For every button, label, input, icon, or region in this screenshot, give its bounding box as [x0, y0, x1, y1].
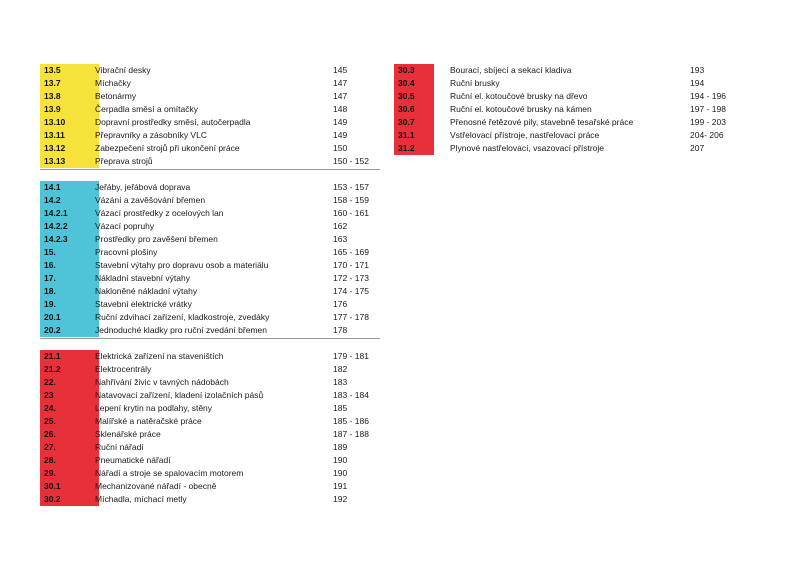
section-code: 14.2.1 [40, 207, 99, 220]
section-code: 24. [40, 402, 99, 415]
section-title: Přeprava strojů [95, 156, 153, 166]
section-code: 13.8 [40, 90, 99, 103]
section-code: 16. [40, 259, 99, 272]
section-code: 25. [40, 415, 99, 428]
page-number: 193 [690, 65, 705, 75]
page-number: 199 - 203 [690, 117, 726, 127]
section-code: 30.6 [394, 103, 434, 116]
section-code: 29. [40, 467, 99, 480]
page-number: 163 [333, 234, 348, 244]
group-divider [40, 169, 380, 170]
page-number: 192 [333, 494, 348, 504]
section-title: Míchadla, míchací metly [95, 494, 187, 504]
section-code: 13.9 [40, 103, 99, 116]
section-code: 13.12 [40, 142, 99, 155]
page-number: 162 [333, 221, 348, 231]
page-number: 174 - 175 [333, 286, 369, 296]
section-title: Stavební výtahy pro dopravu osob a materiálu [95, 260, 269, 270]
section-code: 23 [40, 389, 99, 402]
section-title: Ruční el. kotoučové brusky na kámen [450, 104, 592, 114]
page-number: 179 - 181 [333, 351, 369, 361]
section-code: 30.7 [394, 116, 434, 129]
section-code: 14.2 [40, 194, 99, 207]
page-number: 182 [333, 364, 348, 374]
section-code: 31.2 [394, 142, 434, 155]
section-code: 27. [40, 441, 99, 454]
section-title: Jeřáby, jeřábová doprava [95, 182, 191, 192]
page-number: 194 [690, 78, 705, 88]
section-code: 13.11 [40, 129, 99, 142]
page-number: 148 [333, 104, 348, 114]
section-title: Vibrační desky [95, 65, 151, 75]
page-number: 178 [333, 325, 348, 335]
section-code: 14.2.2 [40, 220, 99, 233]
section-code: 15. [40, 246, 99, 259]
section-title: Zabezpečení strojů při ukončení práce [95, 143, 240, 153]
page-number: 176 [333, 299, 348, 309]
page-number: 150 - 152 [333, 156, 369, 166]
page-number: 172 - 173 [333, 273, 369, 283]
section-code: 31.1 [394, 129, 434, 142]
section-title: Vázací prostředky z ocelových lan [95, 208, 224, 218]
page-number: 194 - 196 [690, 91, 726, 101]
page-number: 145 [333, 65, 348, 75]
section-title: Ruční el. kotoučové brusky na dřevo [450, 91, 588, 101]
page-number: 153 - 157 [333, 182, 369, 192]
section-title: Stavební elektrické vrátky [95, 299, 192, 309]
section-title: Ruční nářadí [95, 442, 144, 452]
section-title: Natavovací zařízení, kladení izolačních pásů [95, 390, 264, 400]
section-title: Sklenářské práce [95, 429, 161, 439]
page-number: 149 [333, 130, 348, 140]
section-code: 18. [40, 285, 99, 298]
section-title: Ruční zdvihací zařízení, kladkostroje, zvedáky [95, 312, 270, 322]
section-code: 21.2 [40, 363, 99, 376]
section-code: 22. [40, 376, 99, 389]
section-code: 13.10 [40, 116, 99, 129]
section-title: Nářadí a stroje se spalovacím motorem [95, 468, 244, 478]
section-code: 14.2.3 [40, 233, 99, 246]
section-title: Vázací popruhy [95, 221, 155, 231]
section-title: Elektrická zařízení na staveništích [95, 351, 224, 361]
section-title: Míchačky [95, 78, 131, 88]
page-number: 147 [333, 78, 348, 88]
page-number: 187 - 188 [333, 429, 369, 439]
section-title: Mechanizované nářadí - obecně [95, 481, 217, 491]
section-title: Přenosné řetězové pily, stavebně tesařské práce [450, 117, 634, 127]
section-title: Ruční brusky [450, 78, 500, 88]
page-number: 207 [690, 143, 705, 153]
section-title: Pneumatické nářadí [95, 455, 171, 465]
section-title: Vázání a zavěšování břemen [95, 195, 206, 205]
section-title: Betonármy [95, 91, 137, 101]
page-number: 189 [333, 442, 348, 452]
section-code: 30.4 [394, 77, 434, 90]
section-title: Elektrocentrály [95, 364, 152, 374]
page-number: 170 - 171 [333, 260, 369, 270]
page-number: 191 [333, 481, 348, 491]
section-title: Vstřelovací přístroje, nastřelovací práce [450, 130, 600, 140]
section-code: 20.1 [40, 311, 99, 324]
section-title: Lepení krytin na podlahy, stěny [95, 403, 213, 413]
page-number: 204- 206 [690, 130, 724, 140]
section-code: 21.1 [40, 350, 99, 363]
section-code: 20.2 [40, 324, 99, 337]
page-number: 183 [333, 377, 348, 387]
section-code: 30.3 [394, 64, 434, 77]
section-code: 30.1 [40, 480, 99, 493]
section-title: Plynové nastřelovací, vsazovací přístroje [450, 143, 605, 153]
section-code: 13.13 [40, 155, 99, 168]
page-number: 183 - 184 [333, 390, 369, 400]
page-number: 147 [333, 91, 348, 101]
page-number: 177 - 178 [333, 312, 369, 322]
page-number: 185 [333, 403, 348, 413]
section-code: 19. [40, 298, 99, 311]
section-title: Nahřívání živic v tavných nádobách [95, 377, 229, 387]
page-number: 165 - 169 [333, 247, 369, 257]
section-code: 30.2 [40, 493, 99, 506]
section-title: Přepravníky a zásobníky VLC [95, 130, 207, 140]
section-title: Dopravní prostředky směsí, autočerpadla [95, 117, 251, 127]
section-code: 14.1 [40, 181, 99, 194]
section-code: 28. [40, 454, 99, 467]
page-number: 190 [333, 455, 348, 465]
section-title: Jednoduché kladky pro ruční zvedání břemen [95, 325, 267, 335]
section-code: 17. [40, 272, 99, 285]
section-code: 30.5 [394, 90, 434, 103]
section-code: 13.7 [40, 77, 99, 90]
section-title: Čerpadla směsí a omítačky [95, 104, 198, 114]
page-number: 197 - 198 [690, 104, 726, 114]
section-title: Prostředky pro zavěšení břemen [95, 234, 218, 244]
page-number: 158 - 159 [333, 195, 369, 205]
section-title: Nákladní stavební výtahy [95, 273, 190, 283]
section-title: Bourací, sbíjecí a sekací kladiva [450, 65, 572, 75]
section-code: 13.5 [40, 64, 99, 77]
section-title: Malířské a natěračské práce [95, 416, 202, 426]
page-number: 160 - 161 [333, 208, 369, 218]
page-number: 185 - 186 [333, 416, 369, 426]
section-title: Pracovní plošiny [95, 247, 158, 257]
page-number: 149 [333, 117, 348, 127]
section-code: 26. [40, 428, 99, 441]
section-title: Nakloněné nákladní výtahy [95, 286, 198, 296]
page-number: 190 [333, 468, 348, 478]
page-number: 150 [333, 143, 348, 153]
group-divider [40, 338, 380, 339]
